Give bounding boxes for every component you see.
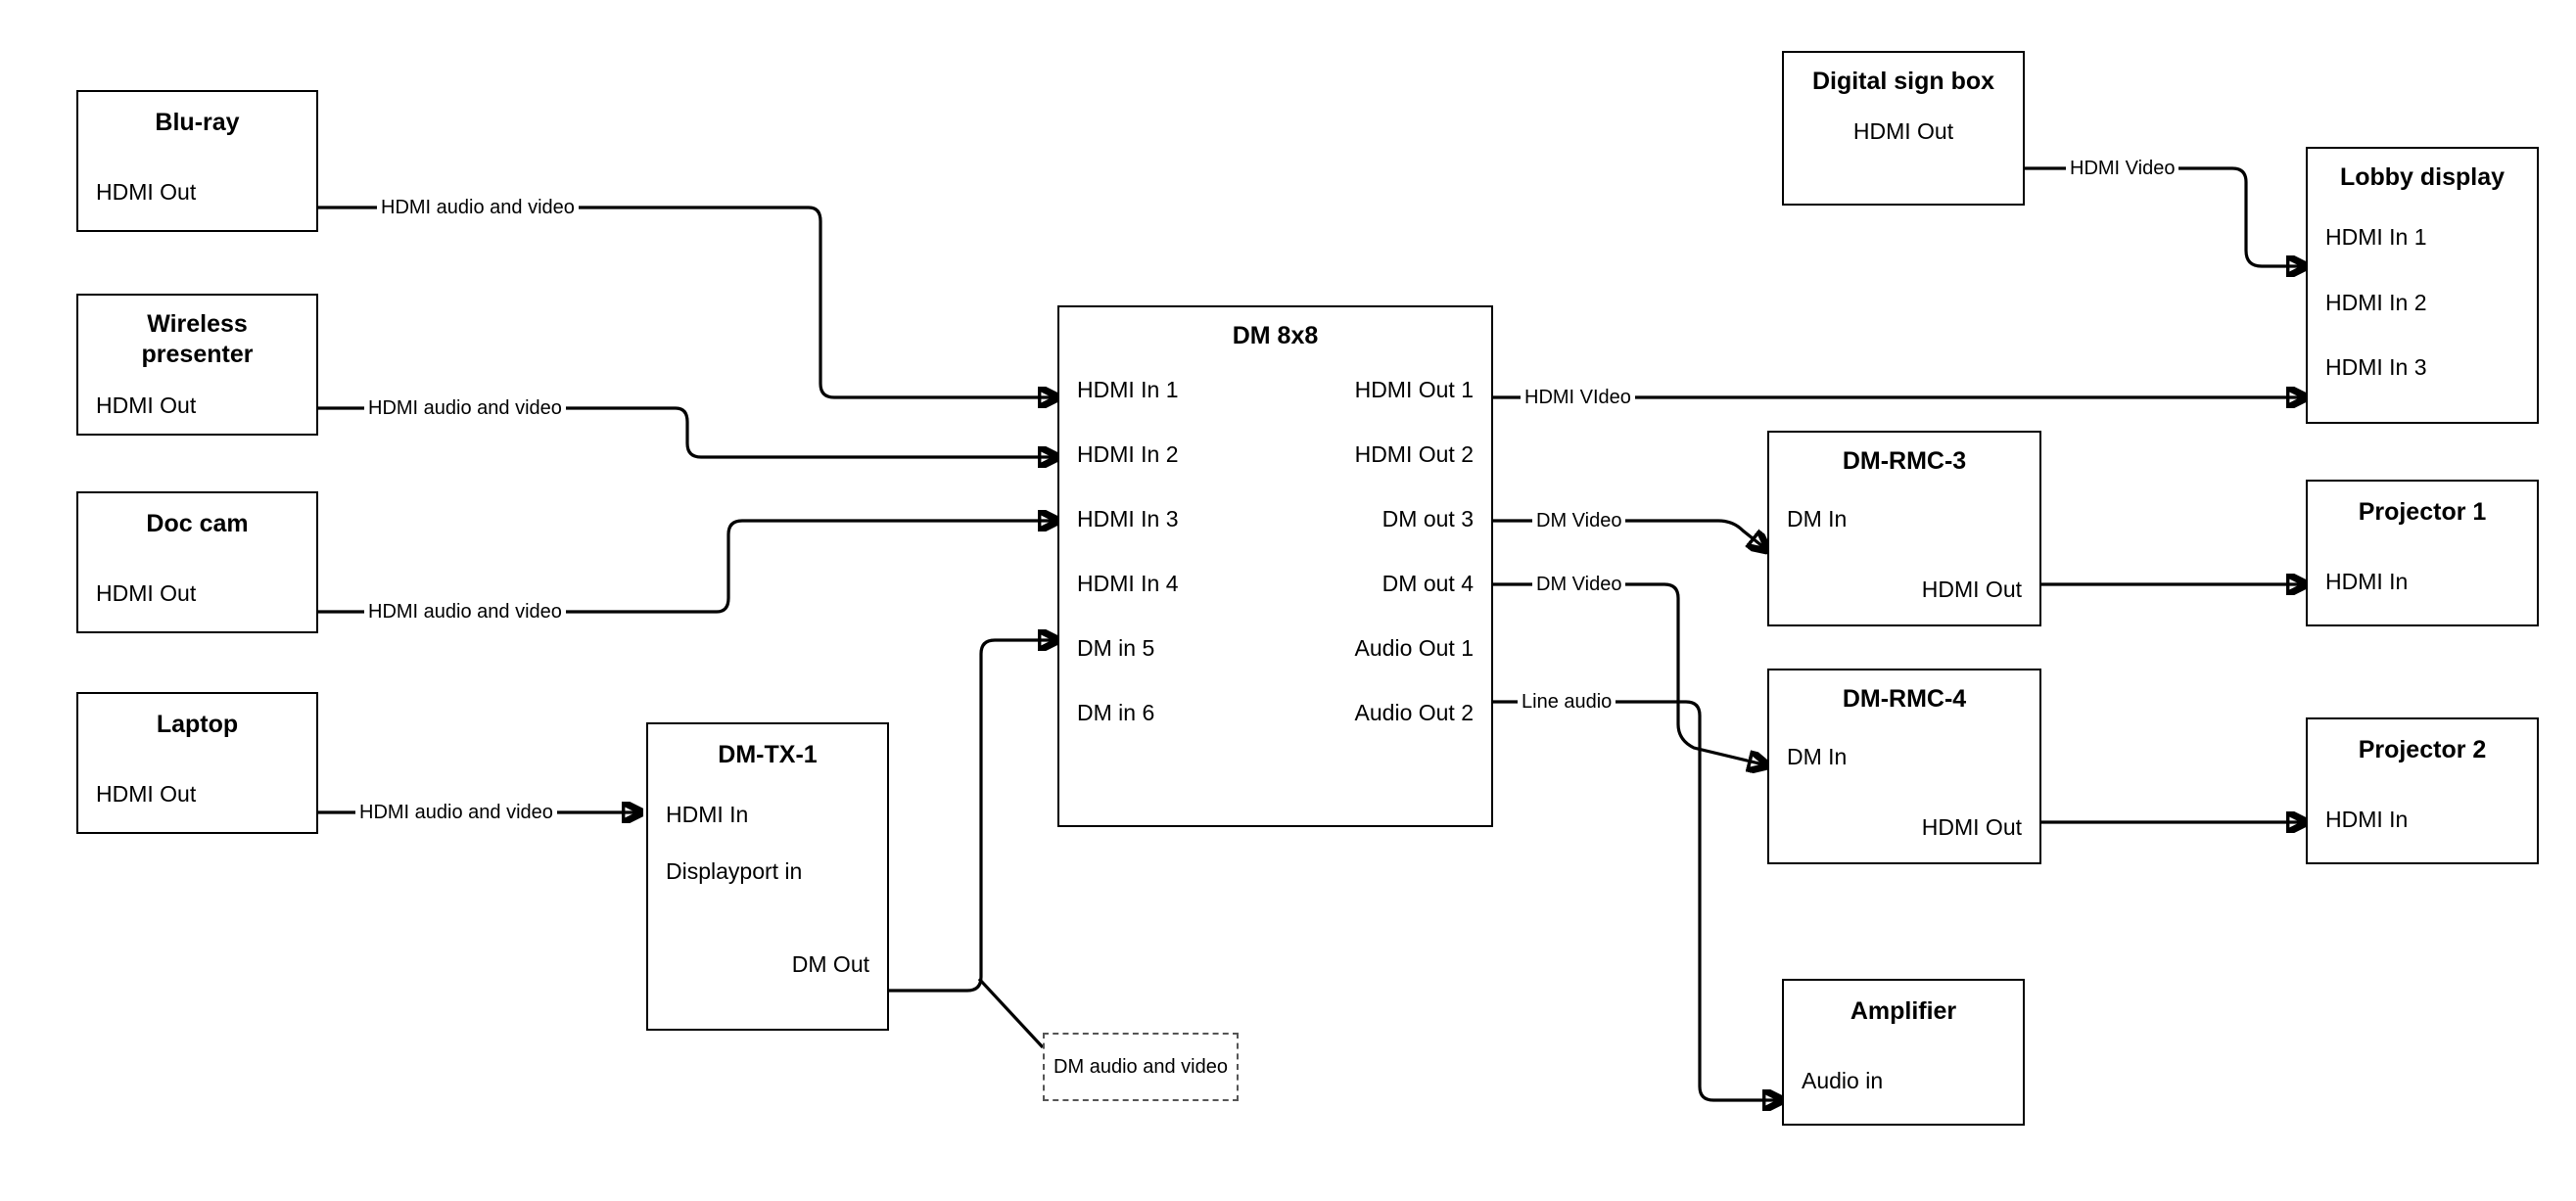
node-dm-8x8-port-hdmi-in-2: HDMI In 2 <box>1077 441 1179 468</box>
node-lobby-display-port-hdmi-in-3: HDMI In 3 <box>2325 354 2427 381</box>
node-dm-8x8-port-hdmi-in-1: HDMI In 1 <box>1077 377 1179 403</box>
edge-label-laptop-to-tx: HDMI audio and video <box>355 801 557 824</box>
node-dm-8x8-port-dm-in-6: DM in 6 <box>1077 700 1155 726</box>
node-amplifier-title: Amplifier <box>1850 997 1957 1025</box>
node-dm-8x8-port-audio-out-1: Audio Out 1 <box>1354 635 1474 662</box>
node-digital-sign-box-port-hdmi-out: HDMI Out <box>1852 118 1954 145</box>
node-projector-1[interactable] <box>2306 480 2539 626</box>
node-lobby-display-title: Lobby display <box>2339 163 2506 191</box>
node-wireless-presenter-title: Wireless presenter <box>141 310 254 369</box>
node-dm-rmc-3-port-hdmi-out: HDMI Out <box>1921 576 2022 602</box>
node-dm-tx-1-port-hdmi-in: HDMI In <box>666 802 749 828</box>
node-dm-8x8-port-hdmi-out-1: HDMI Out 1 <box>1354 377 1474 403</box>
node-dm-8x8-port-hdmi-in-3: HDMI In 3 <box>1077 506 1179 532</box>
node-dm-rmc-3-title: DM-RMC-3 <box>1842 447 1967 475</box>
node-laptop[interactable] <box>76 692 318 834</box>
node-dm-tx-1[interactable] <box>646 722 889 1031</box>
node-dm-tx-1-port-dm-out: DM Out <box>791 951 869 978</box>
node-dm-rmc-4-port-dm-in: DM In <box>1787 744 1848 770</box>
node-projector-1-port-hdmi-in: HDMI In <box>2325 569 2409 595</box>
node-dm-8x8-port-hdmi-in-4: HDMI In 4 <box>1077 571 1179 597</box>
node-dm-rmc-4-title: DM-RMC-4 <box>1842 685 1967 713</box>
node-dm-8x8-port-audio-out-2: Audio Out 2 <box>1354 700 1474 726</box>
node-lobby-display-port-hdmi-in-1: HDMI In 1 <box>2325 224 2427 251</box>
node-lobby-display[interactable] <box>2306 147 2539 424</box>
edge-label-wireless-to-matrix: HDMI audio and video <box>364 396 566 420</box>
node-doc-cam-port-hdmi-out: HDMI Out <box>96 580 197 607</box>
note-dm-audio-and-video-text: DM audio and video <box>1054 1056 1228 1078</box>
node-amplifier-port-audio-in: Audio in <box>1802 1068 1884 1094</box>
node-dm-tx-1-title: DM-TX-1 <box>718 741 818 768</box>
node-dm-rmc-3-port-dm-in: DM In <box>1787 506 1848 532</box>
node-bluray[interactable] <box>76 90 318 232</box>
node-dm-8x8-port-hdmi-out-2: HDMI Out 2 <box>1354 441 1474 468</box>
node-dm-8x8-port-dm-out-4: DM out 4 <box>1382 571 1474 597</box>
node-doc-cam-title: Doc cam <box>146 510 249 537</box>
edge-label-matrix-to-lobby: HDMI VIdeo <box>1521 386 1635 409</box>
note-dm-audio-and-video <box>1043 1033 1239 1101</box>
node-dm-rmc-4-port-hdmi-out: HDMI Out <box>1921 813 2022 840</box>
edge-label-sign-to-lobby: HDMI Video <box>2066 157 2178 180</box>
node-digital-sign-box[interactable] <box>1782 51 2025 206</box>
node-dm-8x8[interactable] <box>1057 305 1493 827</box>
node-bluray-port-hdmi-out: HDMI Out <box>96 179 197 206</box>
node-dm-tx-1-port-displayport-in: Displayport in <box>666 857 803 884</box>
node-digital-sign-box-title: Digital sign box <box>1811 68 1995 95</box>
node-bluray-title: Blu-ray <box>155 109 240 136</box>
node-laptop-title: Laptop <box>156 711 239 738</box>
node-projector-1-title: Projector 1 <box>2358 498 2487 526</box>
node-projector-2-title: Projector 2 <box>2358 736 2487 763</box>
edge-label-matrix-to-amp: Line audio <box>1518 690 1616 714</box>
node-doc-cam[interactable] <box>76 491 318 633</box>
node-dm-8x8-port-dm-in-5: DM in 5 <box>1077 635 1155 662</box>
node-dm-8x8-port-dm-out-3: DM out 3 <box>1382 506 1474 532</box>
node-projector-2[interactable] <box>2306 717 2539 864</box>
node-wireless-presenter[interactable] <box>76 294 318 436</box>
node-dm-rmc-3[interactable] <box>1767 431 2041 626</box>
node-projector-2-port-hdmi-in: HDMI In <box>2325 807 2409 833</box>
edge-label-matrix-to-rmc4: DM Video <box>1532 573 1625 596</box>
node-wireless-presenter-port-hdmi-out: HDMI Out <box>96 392 197 418</box>
node-dm-8x8-title: DM 8x8 <box>1232 322 1319 349</box>
node-lobby-display-port-hdmi-in-2: HDMI In 2 <box>2325 289 2427 315</box>
node-amplifier[interactable] <box>1782 979 2025 1126</box>
node-dm-rmc-4[interactable] <box>1767 669 2041 864</box>
edge-label-bluray-to-matrix: HDMI audio and video <box>377 196 579 219</box>
node-laptop-port-hdmi-out: HDMI Out <box>96 781 197 808</box>
edge-label-matrix-to-rmc3: DM Video <box>1532 509 1625 532</box>
edge-label-doccam-to-matrix: HDMI audio and video <box>364 600 566 624</box>
